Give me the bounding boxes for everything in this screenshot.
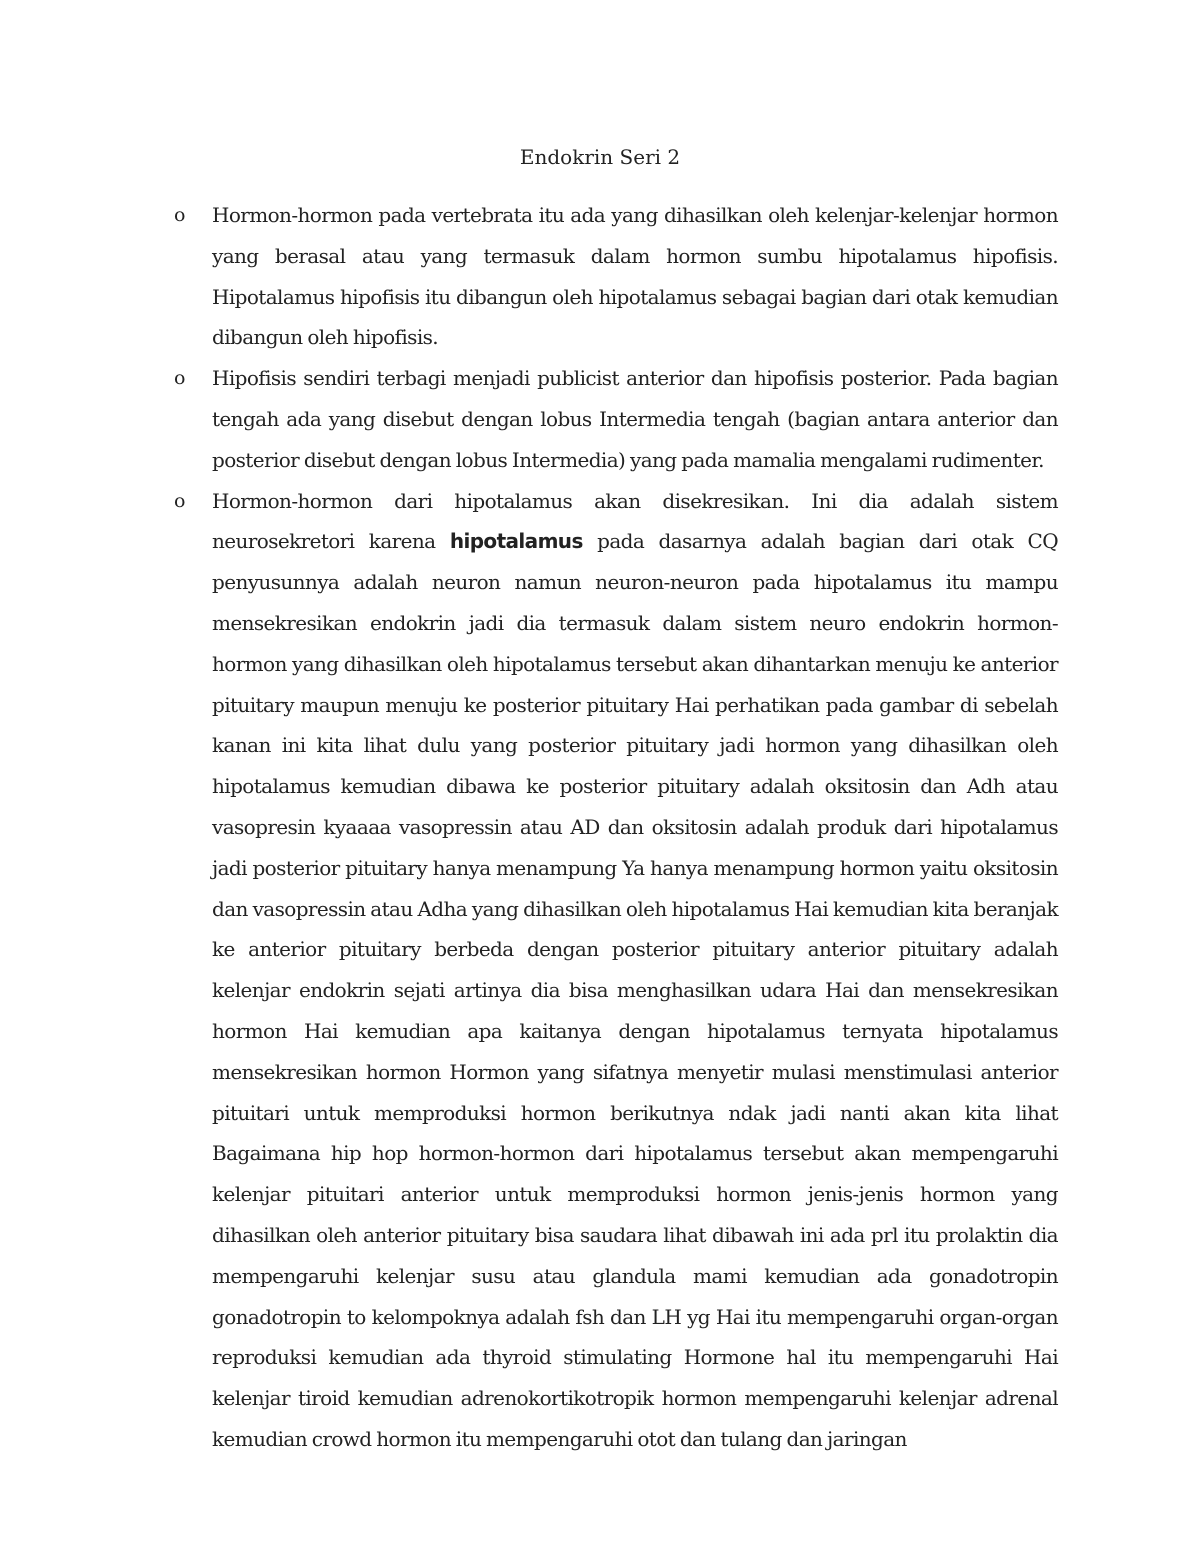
bullet-list <box>0 195 1200 1460</box>
paragraph-text: Hormon-hormon dari hipotalamus akan disekresikan. Ini dia adalah sistem neurosekretori karena <box>212 488 1058 554</box>
bullet-marker-icon: o <box>174 204 186 226</box>
document-title: Endokrin Seri 2 <box>519 145 681 169</box>
paragraph-text: pada dasarnya adalah bagian dari otak CQ penyusunnya adalah neuron namun neuron-neuron pada hipotalamus itu mampu mensekresikan endokrin jadi dia termasuk dalam sistem neuro endokrin hormon-hormon yang dihasilkan oleh hipotalamus tersebut akan dihantarkan menuju ke anterior pituitary maupun menuju ke posterior pituitary Hai perhatikan pada gambar di sebelah kanan ini kita lihat dulu yang posterior pituitary jadi hormon yang dihasilkan oleh hipotalamus kemudian dibawa ke posterior pituitary adalah oksitosin dan Adh atau vasopresin kyaaaa vasopressin atau AD dan oksitosin adalah produk dari hipotalamus jadi posterior pituitary hanya menampung Ya hanya menampung hormon yaitu oksitosin dan vasopressin atau Adha yang dihasilkan oleh hipotalamus Hai kemudian kita beranjak ke anterior pituitary berbeda dengan posterior pituitary anterior pituitary adalah kelenjar endokrin sejati artinya dia bisa menghasilkan udara Hai dan mensekresikan hormon Hai kemudian apa kaitanya dengan hipotalamus ternyata hipotalamus mensekresikan hormon Hormon yang sifatnya menyetir mulasi menstimulasi anterior pituitari untuk memproduksi hormon berikutnya ndak jadi nanti akan kita lihat Bagaimana hip hop hormon-hormon dari hipotalamus tersebut akan mempengaruhi kelenjar pituitari anterior untuk memproduksi hormon jenis-jenis hormon yang dihasilkan oleh anterior pituitary bisa saudara lihat dibawah ini ada prl itu prolaktin dia mempengaruhi kelenjar susu atau glandula mami kemudian ada gonadotropin gonadotropin to kelompoknya adalah fsh dan LH yg Hai itu mempengaruhi organ-organ reproduksi kemudian ada thyroid stimulating Hormone hal itu mempengaruhi Hai kelenjar tiroid kemudian adrenokortikotropik hormon mempengaruhi kelenjar adrenal kemudian crowd hormon itu mempengaruhi otot dan tulang dan jaringan <box>212 529 1058 1451</box>
paragraph: Hipofisis sendiri terbagi menjadi publicist anterior dan hipofisis posterior. Pada bagian tengah ada yang disebut dengan lobus Intermedia tengah (bagian antara anterior dan posterior disebut dengan lobus Intermedia) yang pada mamalia mengalami rudimenter. <box>212 366 1058 472</box>
list-item <box>0 481 1200 1460</box>
paragraph <box>212 481 1058 1460</box>
bullet-marker-icon: o <box>174 367 186 390</box>
paragraph: Hormon-hormon pada vertebrata itu ada yang dihasilkan oleh kelenjar-kelenjar hormon yang berasal atau yang termasuk dalam hormon sumbu hipotalamus hipofisis. Hipotalamus hipofisis itu dibangun oleh hipotalamus sebagai bagian dari otak kemudian dibangun oleh hipofisis. <box>212 203 1058 350</box>
list-item <box>0 358 1200 480</box>
bullet-marker-icon: o <box>174 489 186 512</box>
list-item <box>0 195 1200 358</box>
bold-term: hipotalamus <box>449 529 583 554</box>
